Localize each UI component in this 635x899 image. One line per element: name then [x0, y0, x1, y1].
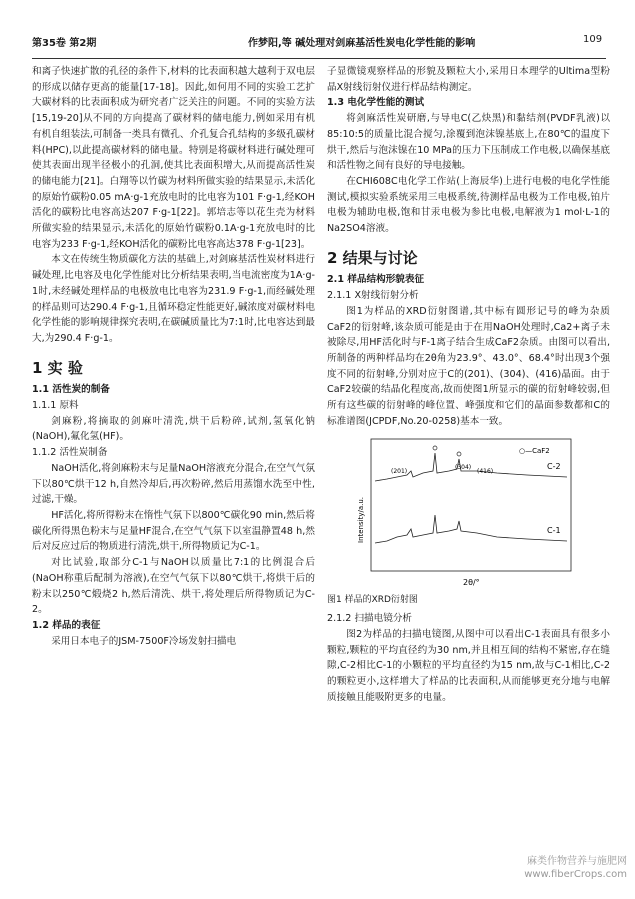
y-axis-label: Intensity/a.u.	[357, 497, 365, 544]
paragraph: NaOH活化,将剑麻粉末与足量NaOH溶液充分混合,在空气气氛下以80℃烘干12 h,自然冷却后,再次粉碎,然后用蒸馏水洗至中性,过滤,干燥。	[32, 462, 315, 506]
paragraph: 对比试验,取部分C-1与NaOH以质量比7:1的比例混合后(NaOH称重后配制为溶液),在空气气氛下以80℃烘干,将烘干后的粉末以250℃煅烧2 h,然后清洗、烘干,将处理后所得物质记为C-2。	[32, 557, 315, 616]
xrd-figure	[327, 433, 610, 593]
right-column	[327, 64, 610, 705]
paragraph: 将剑麻活性炭研磨,与导电C(乙炔黑)和黏结剂(PVDF乳液)以85:10:5的质量比混合搅匀,涂覆到泡沫镍基底上,在80℃的温度下烘干,然后与泡沫镍在10 MPa的压力下压制成工作电极,以确保基底和活性物之间有良好的导电接触。	[327, 113, 610, 172]
peak-label: (416)	[477, 468, 494, 476]
subsubsection-heading: 2.1.2 扫描电镜分析	[327, 613, 413, 625]
running-title: 作梦阳,等 碱处理对剑麻基活性炭电化学性能的影响	[248, 38, 476, 49]
header-rule	[32, 58, 606, 59]
paragraph: 在CHI608C电化学工作站(上海辰华)上进行电极的电化学性能测试,模拟实验系统采用三电极系统,待测样品电极为工作电极,铂片电极为辅助电极,饱和甘汞电极为参比电极,电解液为1 mol·L-1的Na2SO4溶液。	[327, 175, 610, 235]
watermark-line: 麻类作物营养与施肥网	[527, 856, 627, 867]
section-heading: 2 结果与讨论	[327, 248, 418, 267]
subsubsection-heading: 1.1.1 原料	[32, 400, 79, 412]
paragraph: 剑麻粉,将摘取的剑麻叶清洗,烘干后粉碎,试剂,氢氧化钠(NaOH),氟化氢(HF)。	[32, 415, 315, 443]
peak-label: (304)	[455, 464, 472, 472]
xrd-plot	[327, 433, 610, 593]
legend-caf2: ○—CaF2	[519, 447, 550, 456]
series-c1-line	[375, 515, 567, 543]
paragraph: 子显微镜观察样品的形貌及颗粒大小,采用日本理学的Ultima型粉晶X射线衍射仪进行样品结构测定。	[327, 66, 610, 93]
paragraph: HF活化,将所得粉末在惰性气氛下以800℃碳化90 min,然后将碳化所得黑色粉末与足量HF混合,在空气气氛下以室温静置48 h,然后对反应过后的物质进行清洗,烘干,所得物质记为C-1。	[32, 509, 315, 553]
peak-label: (201)	[391, 468, 408, 476]
paragraph: 本文在传统生物质碳化方法的基础上,对剑麻基活性炭材料进行碱处理,比电容及电化学性能对比分析结果表明,当电流密度为1A·g-1时,未经碱处理样品的电极放电比电容为231.9 F·g-1,而经碱处理的样品则可达290.4 F·g-1,且循环稳定性能更好,碱浓度对碳材料电化学性能的影响规律探究表明,在碳碱质量比为7:1时,比电容达到最大,为290.4 F·g-1。	[32, 254, 315, 344]
caf2-marker	[433, 446, 437, 450]
running-header	[0, 30, 635, 50]
paragraph: 图2为样品的扫描电镜图,从图中可以看出C-1表面具有很多小颗粒,颗粒的平均直径约为30 nm,并且相互间的结构不紧密,存在缝隙,C-2相比C-1的小颗粒的平均直径约为15 nm,故与C-1相比,C-2的颗粒更小,这样增大了样品的比表面积,从而能够更充分地与电解质接触且能吸附更多的电量。	[327, 628, 610, 703]
plot-frame	[371, 439, 571, 571]
watermark	[524, 855, 627, 881]
subsection-heading: 1.1 活性炭的制备	[32, 384, 110, 396]
paragraph: 和离子快速扩散的孔径的条件下,材料的比表面积越大越利于双电层的形成以储存更高的能量[17-18]。因此,如何用不同的实验工艺扩大碳材料的比表面积成为研究者广泛关注的问题。不同的实验方法[15,19-20]从不同的方向提高了碳材料的储电能力,例如采用有机有机自组装法,可制备一类具有微孔、介孔复合孔结构的多级孔碳材料(HPC),以此提高碳材料的储电量。特别是将碳材料进行碱处理可使其表面出现半径极小的孔洞,使其比表面积增大,从而提高活性炭的储电能力[21]。白翔等以竹碳为材料所做实验的结果显示,未活化的原始竹碳粉0.05 mA·g-1充放电时的比电容为101 F·g-1,经KOH活化的碳粉比电容高达207 F·g-1[22]。郭培志等以花生壳为材料所做实验的结果显示,未活化的原始竹碳粉0.1A·g-1充放电时的比电容为233 F·g-1,经KOH活化的碳粉比电容高达378 F·g-1[23]。	[32, 66, 315, 250]
page-number: 109	[583, 34, 603, 45]
paragraph: 采用日本电子的JSM-7500F冷场发射扫描电	[51, 635, 237, 647]
series-label-c1: C-1	[547, 526, 561, 536]
subsection-heading: 1.2 样品的表征	[32, 619, 101, 631]
subsection-heading: 2.1 样品结构形貌表征	[327, 274, 425, 286]
watermark-line: www.fiberCrops.com	[524, 869, 627, 880]
subsubsection-heading: 2.1.1 X射线衍射分析	[327, 290, 419, 302]
figure-caption: 图1 样品的XRD衍射图	[327, 595, 418, 606]
volume-issue: 第35卷 第2期	[32, 38, 97, 49]
paragraph: 图1为样品的XRD衍射图谱,其中标有圆形记号的峰为杂质CaF2的衍射峰,该杂质可能是由于在用NaOH处理时,Ca2+离子未被除尽,用HF活化时与F-1离子结合生成CaF2杂质。由图可以看出,所制备的两种样品均在2θ角为23.9°、43.0°、68.4°时出现3个强度不同的衍射峰,分别对应于C的(201)、(304)、(416)晶面。由于CaF2较碳的结晶化程度高,故而使图1所显示的碳的衍射峰较弱,但所有这些碳的衍射峰的峰位置、峰强度和它们的晶面参数都和C的标准谱图(JCPDF,No.20-0258)基本一致。	[327, 305, 610, 427]
subsubsection-heading: 1.1.2 活性炭制备	[32, 447, 108, 459]
left-column	[32, 64, 315, 649]
subsection-heading: 1.3 电化学性能的测试	[327, 97, 425, 109]
section-heading: 1 实 验	[32, 358, 83, 377]
caf2-marker	[457, 452, 461, 456]
x-axis-label: 2θ/°	[463, 578, 480, 588]
series-label-c2: C-2	[547, 462, 561, 472]
